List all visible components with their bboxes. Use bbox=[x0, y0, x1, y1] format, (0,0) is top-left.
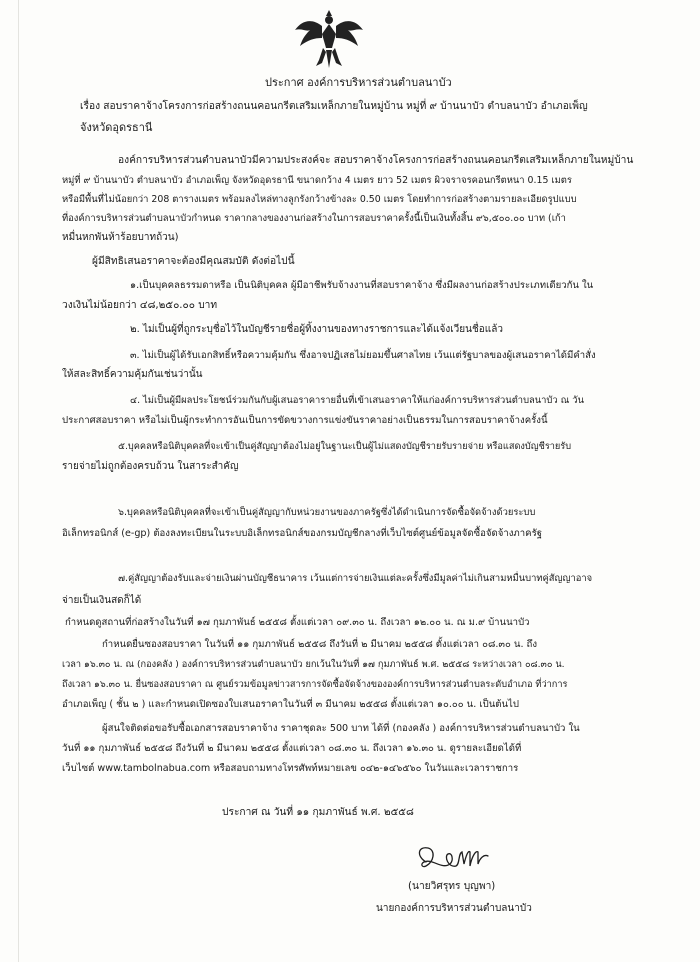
intro-line-3: หรือมีพื้นที่ไม่น้อยกว่า 208 ตารางเมตร พร้อมลงไหล่ทางลูกรังกว้างข้างละ 0.50 เมตร โดยทำการก่อสร้างตามรายละเอียดรูปแบบ bbox=[62, 194, 577, 205]
qualification-4-line1: ๔. ไม่เป็นผู้มีผลประโยชน์ร่วมกันกับผู้เสนอราคารายอื่นที่เข้าเสนอราคาให้แก่องค์การบริหารส่วนตำบลนาบัว ณ วัน bbox=[130, 395, 584, 406]
qualification-7-line2: จ่ายเป็นเงินสดก็ได้ bbox=[62, 595, 142, 606]
site-visit-schedule: กำหนดดูสถานที่ก่อสร้างในวันที่ ๑๗ กุมภาพันธ์ ๒๕๕๘ ตั้งแต่เวลา ๐๙.๓๐ น. ถึงเวลา ๑๒.๐๐ น. ณ ม.๙ บ้านนาบัว bbox=[65, 617, 530, 628]
intro-line-5: หมื่นหกพันห้าร้อยบาทถ้วน) bbox=[62, 232, 179, 243]
qualification-6-line1: ๖.บุคคลหรือนิติบุคคลที่จะเข้าเป็นคู่สัญญากับหน่วยงานของภาครัฐซึ่งได้ดำเนินการจัดซื้อจัดจ้างด้วยระบบ bbox=[118, 507, 536, 518]
announcement-subject-line1: เรื่อง สอบราคาจ้างโครงการก่อสร้างถนนคอนกรีตเสริมเหล็กภายในหมู่บ้าน หมู่ที่ ๙ บ้านนาบัว ตำบลนาบัว อำเภอเพ็ญ bbox=[80, 101, 588, 112]
bid-submission-line1: กำหนดยื่นซองสอบราคา ในวันที่ ๑๑ กุมภาพันธ์ ๒๕๕๘ ถึงวันที่ ๒ มีนาคม ๒๕๕๘ ตั้งแต่เวลา ๐๘.๓๐ น. ถึง bbox=[102, 639, 538, 650]
signer-title: นายกองค์การบริหารส่วนตำบลนาบัว bbox=[376, 903, 532, 914]
qualification-2-line1: ๒. ไม่เป็นผู้ที่ถูกระบุชื่อไว้ในบัญชีรายชื่อผู้ทิ้งงานของทางราชการและได้แจ้งเวียนชื่อแล้ว bbox=[130, 324, 503, 335]
signer-name: (นายวิศรุทร บุญพา) bbox=[408, 881, 496, 892]
purchase-docs-line2: วันที่ ๑๑ กุมภาพันธ์ ๒๕๕๘ ถึงวันที่ ๒ มีนาคม ๒๕๕๘ ตั้งแต่เวลา ๐๘.๓๐ น. ถึงเวลา ๑๖.๓๐ น. ดูรายละเอียดได้ที่ bbox=[62, 743, 522, 754]
qualification-1-line2: วงเงินไม่น้อยกว่า ๔๘,๒๕๐.๐๐ บาท bbox=[62, 300, 218, 311]
purchase-docs-line3: เว็บไซต์ www.tambolnabua.com หรือสอบถามทางโทรศัพท์หมายเลข ๐๔๒-๑๔๖๕๖๐ ในวันและเวลาราชการ bbox=[62, 763, 519, 774]
qualification-3-line2: ให้สละสิทธิ์ความคุ้มกันเช่นว่านั้น bbox=[62, 369, 203, 380]
announcement-subject-line2: จังหวัดอุดรธานี bbox=[80, 121, 153, 134]
qualification-3-line1: ๓. ไม่เป็นผู้ได้รับเอกสิทธิ์หรือความคุ้มกัน ซึ่งอาจปฏิเสธไม่ยอมขึ้นศาลไทย เว้นแต่รัฐบาลของผู้เสนอราคาได้มีคำสั่ง bbox=[130, 350, 596, 361]
scan-edge-line bbox=[18, 0, 19, 962]
qualification-heading: ผู้มีสิทธิเสนอราคาจะต้องมีคุณสมบัติ ดังต่อไปนี้ bbox=[92, 256, 295, 267]
bid-submission-line3: ถึงเวลา ๑๖.๓๐ น. ยื่นซองสอบราคา ณ ศูนย์รวมข้อมูลข่าวสารการจัดซื้อจัดจ้างขององค์การบริหารส่วนตำบลระดับอำเภอ ที่ว่าการ bbox=[62, 679, 568, 690]
qualification-7-line1: ๗.คู่สัญญาต้องรับและจ่ายเงินผ่านบัญชีธนาคาร เว้นแต่การจ่ายเงินแต่ละครั้งซึ่งมีมูลค่าไม่เกินสามหมื่นบาทคู่สัญญาอาจ bbox=[118, 573, 593, 584]
handwritten-signature bbox=[412, 842, 490, 876]
intro-line-2: หมู่ที่ ๙ บ้านนาบัว ตำบลนาบัว อำเภอเพ็ญ จังหวัดอุดรธานี ขนาดกว้าง 4 เมตร ยาว 52 เมตร ผิวจราจรคอนกรีตหนา 0.15 เมตร bbox=[62, 175, 572, 186]
intro-line-1: องค์การบริหารส่วนตำบลนาบัวมีความประสงค์จะ สอบราคาจ้างโครงการก่อสร้างถนนคอนกรีตเสริมเหล็กภายในหมู่บ้าน bbox=[118, 155, 634, 166]
qualification-5-line2: รายจ่ายไม่ถูกต้องครบถ้วน ในสาระสำคัญ bbox=[62, 461, 239, 472]
bid-submission-line2: เวลา ๑๖.๓๐ น. ณ (กองคลัง ) องค์การบริหารส่วนตำบลนาบัว ยกเว้นในวันที่ ๑๗ กุมภาพันธ์ พ.ศ. ๒๕๕๘ ระหว่างเวลา ๐๘.๓๐ น. bbox=[62, 659, 565, 670]
qualification-1-line1: ๑.เป็นบุคคลธรรมดาหรือ เป็นนิติบุคคล ผู้มีอาชีพรับจ้างงานที่สอบราคาจ้าง ซึ่งมีผลงานก่อสร้างประเภทเดียวกัน ใน bbox=[130, 280, 594, 291]
qualification-6-line2: อิเล็กทรอนิกส์ (e-gp) ต้องลงทะเบียนในระบบอิเล็กทรอนิกส์ของกรมบัญชีกลางที่เว็บไซต์ศูนย์ข้อมูลจัดซื้อจัดจ้างภาครัฐ bbox=[62, 528, 543, 539]
announcement-title: ประกาศ องค์การบริหารส่วนตำบลนาบัว bbox=[265, 76, 452, 89]
qualification-4-line2: ประกาศสอบราคา หรือไม่เป็นผู้กระทำการอันเป็นการขัดขวางการแข่งขันราคาอย่างเป็นธรรมในการสอบราคาจ้างครั้งนี้ bbox=[62, 415, 548, 426]
announcement-date: ประกาศ ณ วันที่ ๑๑ กุมภาพันธ์ พ.ศ. ๒๕๕๘ bbox=[222, 807, 414, 818]
intro-line-4: ที่องค์การบริหารส่วนตำบลนาบัวกำหนด ราคากลางของงานก่อสร้างในการสอบราคาครั้งนี้เป็นเงินทั้งสิ้น ๙๖,๕๐๐.๐๐ บาท (เก้า bbox=[62, 213, 566, 224]
qualification-5-line1: ๕.บุคคลหรือนิติบุคคลที่จะเข้าเป็นคู่สัญญาต้องไม่อยู่ในฐานะเป็นผู้ไม่แสดงบัญชีรายรับรายจ่าย หรือแสดงบัญชีรายรับ bbox=[118, 441, 572, 452]
garuda-emblem-icon bbox=[292, 8, 366, 70]
bid-submission-line4: อำเภอเพ็ญ ( ชั้น ๒ ) และกำหนดเปิดซองใบเสนอราคาในวันที่ ๓ มีนาคม ๒๕๕๘ ตั้งแต่เวลา ๑๐.๐๐ น. เป็นต้นไป bbox=[62, 699, 519, 710]
purchase-docs-line1: ผู้สนใจติดต่อขอรับซื้อเอกสารสอบราคาจ้าง ราคาชุดละ 500 บาท ได้ที่ (กองคลัง ) องค์การบริหารส่วนตำบลนาบัว ใน bbox=[102, 723, 580, 734]
